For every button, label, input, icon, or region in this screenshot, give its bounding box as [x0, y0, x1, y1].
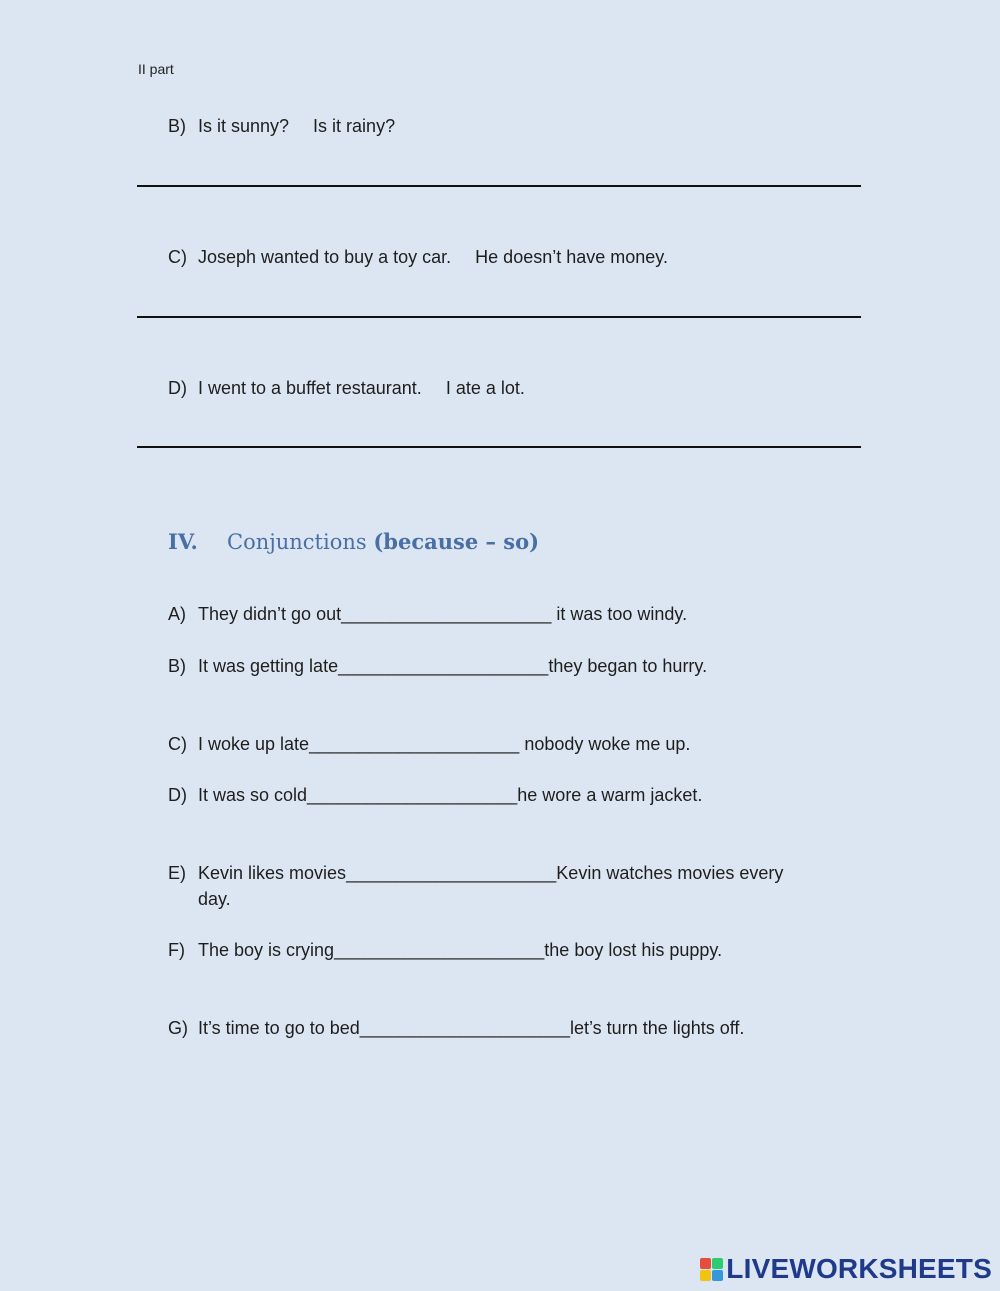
sentence-end: he wore a warm jacket.: [517, 785, 703, 805]
logo-square: [700, 1258, 711, 1269]
sentence-end: Kevin watches movies every: [556, 863, 784, 883]
sentence-end: nobody woke me up.: [519, 734, 691, 754]
logo-square: [700, 1270, 711, 1281]
sentence-start: The boy is crying: [198, 940, 335, 960]
item-letter: F): [168, 940, 185, 960]
answer-blank[interactable]: _____________________: [334, 940, 545, 960]
sentence-one: Joseph wanted to buy a toy car.: [198, 247, 452, 267]
answer-line-c[interactable]: [137, 316, 861, 318]
answer-blank[interactable]: _____________________: [307, 785, 518, 805]
sentence-start: I woke up late: [198, 734, 310, 754]
section-title: Conjunctions: [227, 530, 367, 554]
conjunction-item-f: [168, 940, 722, 961]
sentence-one: I went to a buffet restaurant.: [198, 378, 422, 398]
item-letter: B): [168, 116, 186, 136]
conjunction-item-d: [168, 785, 702, 806]
joining-item-b: [168, 116, 395, 137]
logo-text: LIVEWORKSHEETS: [726, 1253, 992, 1284]
sentence-end: the boy lost his puppy.: [544, 940, 723, 960]
answer-line-d[interactable]: [137, 446, 861, 448]
sentence-one: Is it sunny?: [198, 116, 290, 136]
conjunction-item-g: [168, 1018, 744, 1039]
liveworksheets-logo: [700, 1253, 992, 1285]
conjunction-item-e: [168, 860, 848, 912]
item-letter: D): [168, 785, 187, 805]
answer-blank[interactable]: _____________________: [341, 604, 552, 624]
item-letter: C): [168, 734, 187, 754]
sentence-end: it was too windy.: [551, 604, 688, 624]
section-subtitle: (because – so): [373, 529, 540, 554]
logo-mark-icon: [700, 1258, 723, 1281]
sentence-start: It’s time to go to bed: [198, 1018, 360, 1038]
answer-blank[interactable]: _____________________: [359, 1018, 570, 1038]
conjunction-item-a: [168, 604, 687, 625]
sentence-end-continued: day.: [198, 889, 231, 909]
logo-square: [712, 1258, 723, 1269]
section-heading: [168, 529, 539, 554]
page-label: II part: [138, 61, 174, 77]
answer-line-b[interactable]: [137, 185, 861, 187]
section-number: IV.: [168, 529, 198, 554]
answer-blank[interactable]: _____________________: [346, 863, 557, 883]
answer-blank[interactable]: _____________________: [309, 734, 520, 754]
sentence-start: Kevin likes movies: [198, 863, 347, 883]
sentence-start: It was so cold: [198, 785, 308, 805]
joining-item-c: [168, 247, 668, 268]
answer-blank[interactable]: _____________________: [338, 656, 549, 676]
sentence-end: let’s turn the lights off.: [570, 1018, 745, 1038]
item-letter: B): [168, 656, 186, 676]
item-letter: D): [168, 378, 187, 398]
sentence-two: He doesn’t have money.: [475, 247, 668, 267]
sentence-start: They didn’t go out: [198, 604, 342, 624]
sentence-start: It was getting late: [198, 656, 339, 676]
item-letter: E): [168, 863, 186, 883]
conjunction-item-b: [168, 656, 707, 677]
joining-item-d: [168, 378, 525, 399]
conjunction-item-c: [168, 734, 690, 755]
sentence-two: I ate a lot.: [445, 378, 525, 398]
item-letter: C): [168, 247, 187, 267]
logo-square: [712, 1270, 723, 1281]
item-letter: A): [168, 604, 186, 624]
sentence-two: Is it rainy?: [313, 116, 396, 136]
item-letter: G): [168, 1018, 188, 1038]
sentence-end: they began to hurry.: [548, 656, 708, 676]
